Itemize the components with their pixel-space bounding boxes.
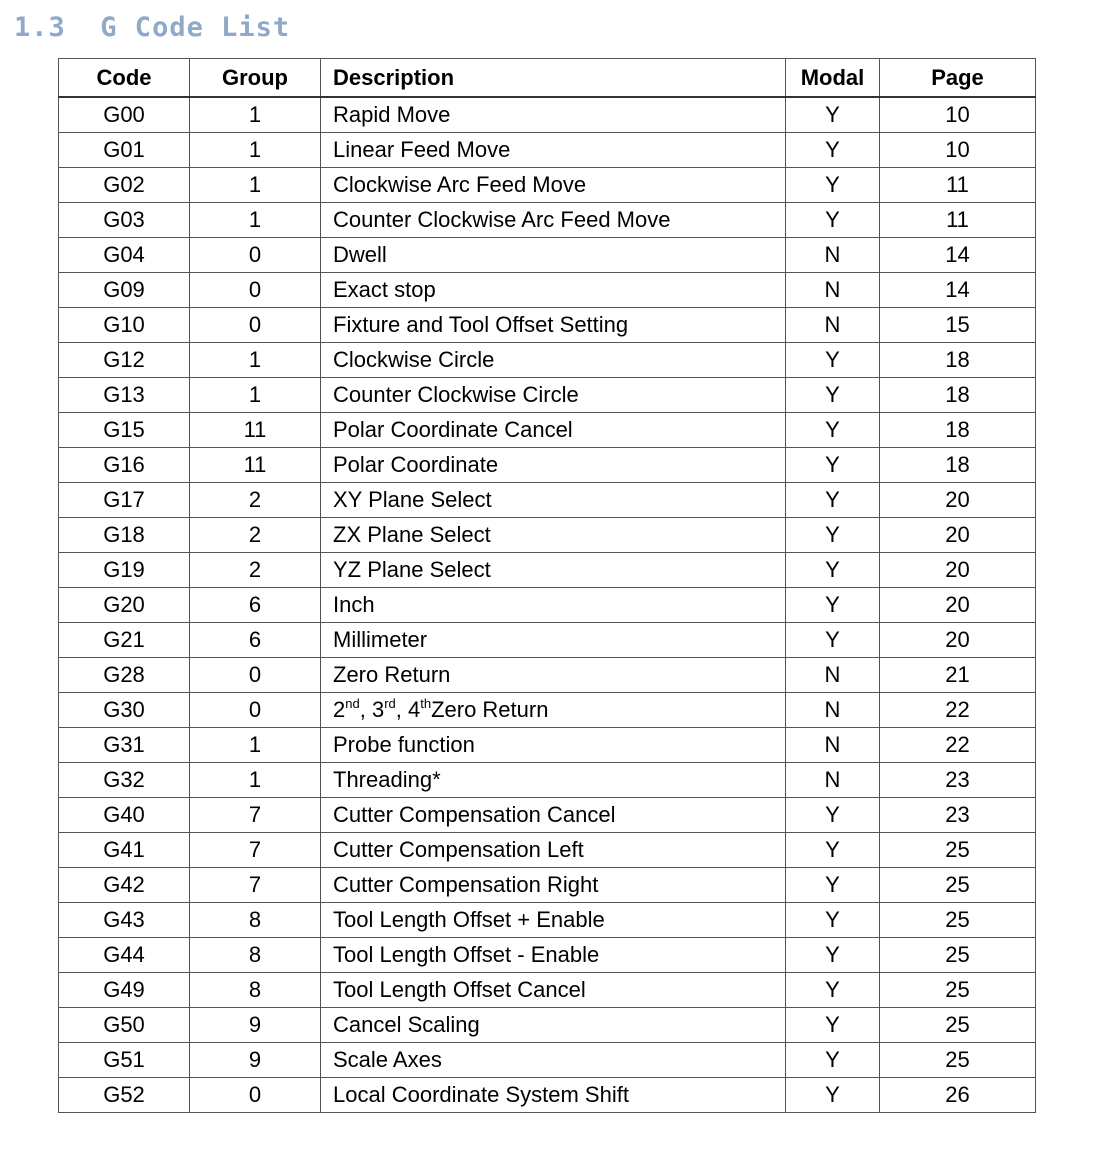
table-row <box>59 133 1036 168</box>
table-row <box>59 798 1036 833</box>
code-cell: G13 <box>59 378 190 413</box>
modal-cell: Y <box>786 168 880 203</box>
code-cell: G17 <box>59 483 190 518</box>
table-row <box>59 308 1036 343</box>
description-cell: Counter Clockwise Circle <box>321 378 786 413</box>
description-text: Zero Return <box>431 697 549 722</box>
group-cell: 2 <box>190 518 321 553</box>
modal-cell: Y <box>786 833 880 868</box>
group-cell: 8 <box>190 903 321 938</box>
page-cell: 11 <box>880 203 1036 238</box>
modal-cell: Y <box>786 623 880 658</box>
page-cell: 21 <box>880 658 1036 693</box>
modal-cell: Y <box>786 938 880 973</box>
table-row <box>59 623 1036 658</box>
modal-cell: Y <box>786 1078 880 1113</box>
page-cell: 23 <box>880 763 1036 798</box>
table-row <box>59 413 1036 448</box>
description-cell: Polar Coordinate <box>321 448 786 483</box>
description-cell: Local Coordinate System Shift <box>321 1078 786 1113</box>
code-cell: G12 <box>59 343 190 378</box>
table-row <box>59 1078 1036 1113</box>
table-row <box>59 97 1036 133</box>
page-cell: 20 <box>880 553 1036 588</box>
description-cell: Clockwise Circle <box>321 343 786 378</box>
group-cell: 2 <box>190 553 321 588</box>
page-cell: 26 <box>880 1078 1036 1113</box>
group-cell: 7 <box>190 868 321 903</box>
code-cell: G20 <box>59 588 190 623</box>
page-cell: 18 <box>880 378 1036 413</box>
description-cell: Threading* <box>321 763 786 798</box>
group-cell: 6 <box>190 588 321 623</box>
table-row <box>59 1043 1036 1078</box>
description-cell: Counter Clockwise Arc Feed Move <box>321 203 786 238</box>
page-cell: 18 <box>880 343 1036 378</box>
group-cell: 7 <box>190 833 321 868</box>
modal-cell: N <box>786 728 880 763</box>
section-heading <box>14 10 290 46</box>
g-code-table <box>58 58 1036 1113</box>
table-row <box>59 1008 1036 1043</box>
modal-cell: Y <box>786 518 880 553</box>
table-row <box>59 658 1036 693</box>
code-cell: G43 <box>59 903 190 938</box>
table-header-row <box>59 59 1036 98</box>
header-description: Description <box>321 59 786 98</box>
code-cell: G01 <box>59 133 190 168</box>
group-cell: 7 <box>190 798 321 833</box>
code-cell: G41 <box>59 833 190 868</box>
description-cell: XY Plane Select <box>321 483 786 518</box>
modal-cell: N <box>786 308 880 343</box>
description-cell: Cutter Compensation Right <box>321 868 786 903</box>
description-cell: ZX Plane Select <box>321 518 786 553</box>
description-cell: Inch <box>321 588 786 623</box>
description-cell: Tool Length Offset - Enable <box>321 938 786 973</box>
description-cell: Tool Length Offset + Enable <box>321 903 786 938</box>
page-cell: 18 <box>880 413 1036 448</box>
description-cell <box>321 693 786 728</box>
code-cell: G04 <box>59 238 190 273</box>
table-row <box>59 343 1036 378</box>
group-cell: 1 <box>190 133 321 168</box>
table-row <box>59 763 1036 798</box>
description-cell: Rapid Move <box>321 97 786 133</box>
description-superscript: th <box>420 696 432 711</box>
group-cell: 1 <box>190 378 321 413</box>
code-cell: G21 <box>59 623 190 658</box>
code-cell: G30 <box>59 693 190 728</box>
table-row <box>59 728 1036 763</box>
group-cell: 11 <box>190 413 321 448</box>
page-cell: 10 <box>880 97 1036 133</box>
description-cell: Millimeter <box>321 623 786 658</box>
code-cell: G50 <box>59 1008 190 1043</box>
group-cell: 0 <box>190 273 321 308</box>
page-cell: 11 <box>880 168 1036 203</box>
description-cell: Dwell <box>321 238 786 273</box>
group-cell: 1 <box>190 728 321 763</box>
description-text: , 4 <box>395 697 421 722</box>
modal-cell: Y <box>786 798 880 833</box>
table-row <box>59 518 1036 553</box>
page-cell: 25 <box>880 938 1036 973</box>
table-body <box>59 97 1036 1113</box>
group-cell: 1 <box>190 168 321 203</box>
page-cell: 25 <box>880 903 1036 938</box>
description-cell: Tool Length Offset Cancel <box>321 973 786 1008</box>
group-cell: 0 <box>190 658 321 693</box>
modal-cell: Y <box>786 1008 880 1043</box>
group-cell: 1 <box>190 203 321 238</box>
page-cell: 14 <box>880 273 1036 308</box>
group-cell: 1 <box>190 97 321 133</box>
modal-cell: Y <box>786 1043 880 1078</box>
description-superscript: nd <box>345 696 360 711</box>
page-cell: 20 <box>880 518 1036 553</box>
modal-cell: Y <box>786 378 880 413</box>
description-superscript: rd <box>384 696 396 711</box>
code-cell: G32 <box>59 763 190 798</box>
modal-cell: Y <box>786 973 880 1008</box>
table-row <box>59 903 1036 938</box>
code-cell: G42 <box>59 868 190 903</box>
table-row <box>59 868 1036 903</box>
table-row <box>59 483 1036 518</box>
group-cell: 0 <box>190 693 321 728</box>
page-cell: 25 <box>880 973 1036 1008</box>
table-row <box>59 588 1036 623</box>
code-cell: G40 <box>59 798 190 833</box>
table-row <box>59 203 1036 238</box>
description-cell: YZ Plane Select <box>321 553 786 588</box>
code-cell: G44 <box>59 938 190 973</box>
group-cell: 0 <box>190 308 321 343</box>
code-cell: G28 <box>59 658 190 693</box>
page-cell: 25 <box>880 868 1036 903</box>
code-cell: G00 <box>59 97 190 133</box>
description-text: , 3 <box>359 697 385 722</box>
group-cell: 0 <box>190 238 321 273</box>
group-cell: 9 <box>190 1043 321 1078</box>
table-row <box>59 168 1036 203</box>
modal-cell: Y <box>786 448 880 483</box>
modal-cell: N <box>786 763 880 798</box>
page-cell: 18 <box>880 448 1036 483</box>
group-cell: 8 <box>190 938 321 973</box>
page-cell: 20 <box>880 588 1036 623</box>
modal-cell: Y <box>786 483 880 518</box>
page-cell: 25 <box>880 1043 1036 1078</box>
code-cell: G10 <box>59 308 190 343</box>
code-cell: G16 <box>59 448 190 483</box>
group-cell: 2 <box>190 483 321 518</box>
modal-cell: N <box>786 238 880 273</box>
group-cell: 11 <box>190 448 321 483</box>
page-cell: 15 <box>880 308 1036 343</box>
modal-cell: Y <box>786 903 880 938</box>
description-cell: Zero Return <box>321 658 786 693</box>
description-cell: Fixture and Tool Offset Setting <box>321 308 786 343</box>
page-cell: 25 <box>880 1008 1036 1043</box>
table-row <box>59 693 1036 728</box>
section-title: G Code List <box>100 12 291 43</box>
header-group: Group <box>190 59 321 98</box>
modal-cell: N <box>786 658 880 693</box>
table-row <box>59 973 1036 1008</box>
page-cell: 14 <box>880 238 1036 273</box>
modal-cell: N <box>786 273 880 308</box>
modal-cell: Y <box>786 588 880 623</box>
modal-cell: Y <box>786 868 880 903</box>
header-modal: Modal <box>786 59 880 98</box>
group-cell: 0 <box>190 1078 321 1113</box>
page-cell: 22 <box>880 728 1036 763</box>
group-cell: 6 <box>190 623 321 658</box>
page-cell: 20 <box>880 623 1036 658</box>
modal-cell: Y <box>786 133 880 168</box>
modal-cell: Y <box>786 413 880 448</box>
page-cell: 10 <box>880 133 1036 168</box>
description-cell: Cutter Compensation Left <box>321 833 786 868</box>
description-cell: Clockwise Arc Feed Move <box>321 168 786 203</box>
table-row <box>59 448 1036 483</box>
description-cell: Cancel Scaling <box>321 1008 786 1043</box>
section-number: 1.3 <box>14 12 66 43</box>
description-cell: Linear Feed Move <box>321 133 786 168</box>
code-cell: G19 <box>59 553 190 588</box>
description-text: 2 <box>333 697 346 722</box>
description-cell: Probe function <box>321 728 786 763</box>
modal-cell: N <box>786 693 880 728</box>
description-cell: Cutter Compensation Cancel <box>321 798 786 833</box>
table-row <box>59 938 1036 973</box>
modal-cell: Y <box>786 343 880 378</box>
page-cell: 20 <box>880 483 1036 518</box>
code-cell: G03 <box>59 203 190 238</box>
code-cell: G18 <box>59 518 190 553</box>
code-cell: G09 <box>59 273 190 308</box>
table-row <box>59 378 1036 413</box>
page-cell: 25 <box>880 833 1036 868</box>
code-cell: G52 <box>59 1078 190 1113</box>
table-row <box>59 238 1036 273</box>
header-code: Code <box>59 59 190 98</box>
description-cell: Scale Axes <box>321 1043 786 1078</box>
group-cell: 8 <box>190 973 321 1008</box>
group-cell: 9 <box>190 1008 321 1043</box>
page-cell: 23 <box>880 798 1036 833</box>
header-page: Page <box>880 59 1036 98</box>
group-cell: 1 <box>190 343 321 378</box>
table-row <box>59 553 1036 588</box>
modal-cell: Y <box>786 203 880 238</box>
code-cell: G49 <box>59 973 190 1008</box>
table-row <box>59 833 1036 868</box>
modal-cell: Y <box>786 97 880 133</box>
code-cell: G02 <box>59 168 190 203</box>
page-cell: 22 <box>880 693 1036 728</box>
description-cell: Exact stop <box>321 273 786 308</box>
group-cell: 1 <box>190 763 321 798</box>
code-cell: G15 <box>59 413 190 448</box>
description-cell: Polar Coordinate Cancel <box>321 413 786 448</box>
modal-cell: Y <box>786 553 880 588</box>
code-cell: G31 <box>59 728 190 763</box>
code-cell: G51 <box>59 1043 190 1078</box>
table-row <box>59 273 1036 308</box>
